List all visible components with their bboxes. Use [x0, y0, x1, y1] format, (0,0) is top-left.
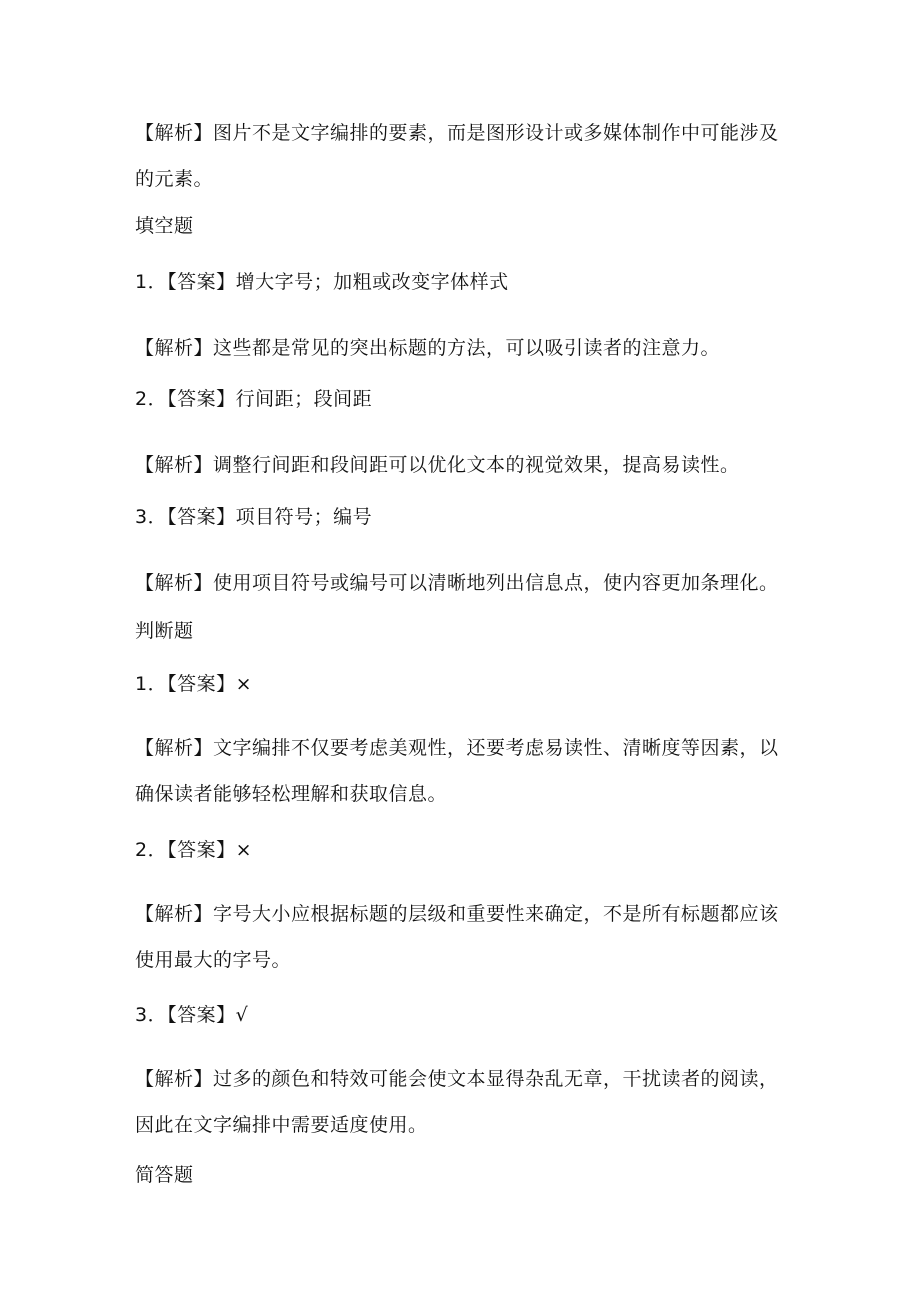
answer-line: 3．【答案】√	[135, 1004, 249, 1026]
section-heading-fill-in: 填空题	[135, 215, 194, 237]
section-heading-short-answer: 简答题	[135, 1164, 194, 1186]
answer-line: 3．【答案】项目符号；编号	[135, 506, 373, 528]
answer-line: 2．【答案】行间距；段间距	[135, 388, 373, 410]
analysis-line: 【解析】调整行间距和段间距可以优化文本的视觉效果，提高易读性。	[135, 454, 740, 476]
analysis-paragraph: 【解析】文字编排不仅要考虑美观性，还要考虑易读性、清晰度等因素，以确保读者能够轻松理解和获取信息。	[135, 737, 779, 805]
section-heading-true-false: 判断题	[135, 620, 194, 642]
analysis-paragraph: 【解析】字号大小应根据标题的层级和重要性来确定，不是所有标题都应该使用最大的字号。	[135, 903, 779, 971]
analysis-line: 【解析】使用项目符号或编号可以清晰地列出信息点，使内容更加条理化。	[135, 572, 779, 594]
answer-line: 1．【答案】增大字号；加粗或改变字体样式	[135, 271, 509, 293]
answer-line: 1．【答案】×	[135, 673, 253, 695]
analysis-paragraph: 【解析】过多的颜色和特效可能会使文本显得杂乱无章，干扰读者的阅读，因此在文字编排中需要适度使用。	[135, 1068, 779, 1136]
answer-line: 2．【答案】×	[135, 839, 253, 861]
analysis-paragraph: 【解析】图片不是文字编排的要素，而是图形设计或多媒体制作中可能涉及的元素。	[135, 122, 779, 190]
analysis-line: 【解析】这些都是常见的突出标题的方法，可以吸引读者的注意力。	[135, 337, 721, 359]
